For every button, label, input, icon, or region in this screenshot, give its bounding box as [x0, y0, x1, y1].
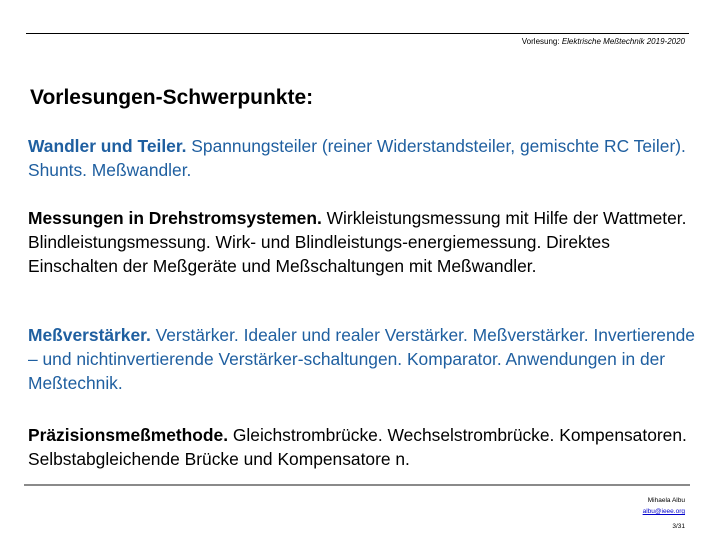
section-praezision: [28, 423, 703, 471]
footer-email-link[interactable]: albu@ieee.org: [642, 508, 685, 515]
slide-title: Vorlesungen-Schwerpunkte:: [30, 86, 314, 109]
section-wandler-teiler: [28, 134, 703, 182]
section-body: Gleichstrombrücke. Wechselstrombrücke. Kompensatoren. Selbstabgleichende Brücke und Kompensatore n.: [28, 425, 687, 469]
footer-author: Mihaela Albu: [647, 497, 685, 504]
section-body: Wirkleistungsmessung mit Hilfe der Wattmeter. Blindleistungsmessung. Wirk- und Blindleistungs-energiemessung. Direktes Einschalten der Meßgeräte und Meßschaltungen mit Meßwandler.: [28, 208, 687, 276]
header-divider: [26, 33, 689, 34]
course-prefix: Vorlesung:: [521, 37, 562, 46]
section-lead: Meßverstärker.: [28, 325, 151, 345]
course-label: [522, 37, 685, 46]
section-lead: Präzisionsmeßmethode.: [28, 425, 229, 445]
section-body: Verstärker. Idealer und realer Verstärker. Meßverstärker. Invertierende – und nichtinvertierende Verstärker-schaltungen. Komparator. Anwendungen in der Meßtechnik.: [28, 325, 695, 393]
section-lead: Messungen in Drehstromsystemen.: [28, 208, 322, 228]
footer-divider: [24, 484, 690, 486]
course-name: Elektrische Meßtechnik 2019-2020: [561, 37, 685, 46]
section-drehstrom: [28, 206, 703, 278]
footer: [643, 495, 685, 532]
section-messverstaerker: [28, 323, 703, 395]
section-body: Spannungsteiler (reiner Widerstandsteiler, gemischte RC Teiler). Shunts. Meßwandler.: [28, 136, 686, 180]
section-lead: Wandler und Teiler.: [28, 136, 187, 156]
page-number: 3/31: [672, 523, 685, 530]
